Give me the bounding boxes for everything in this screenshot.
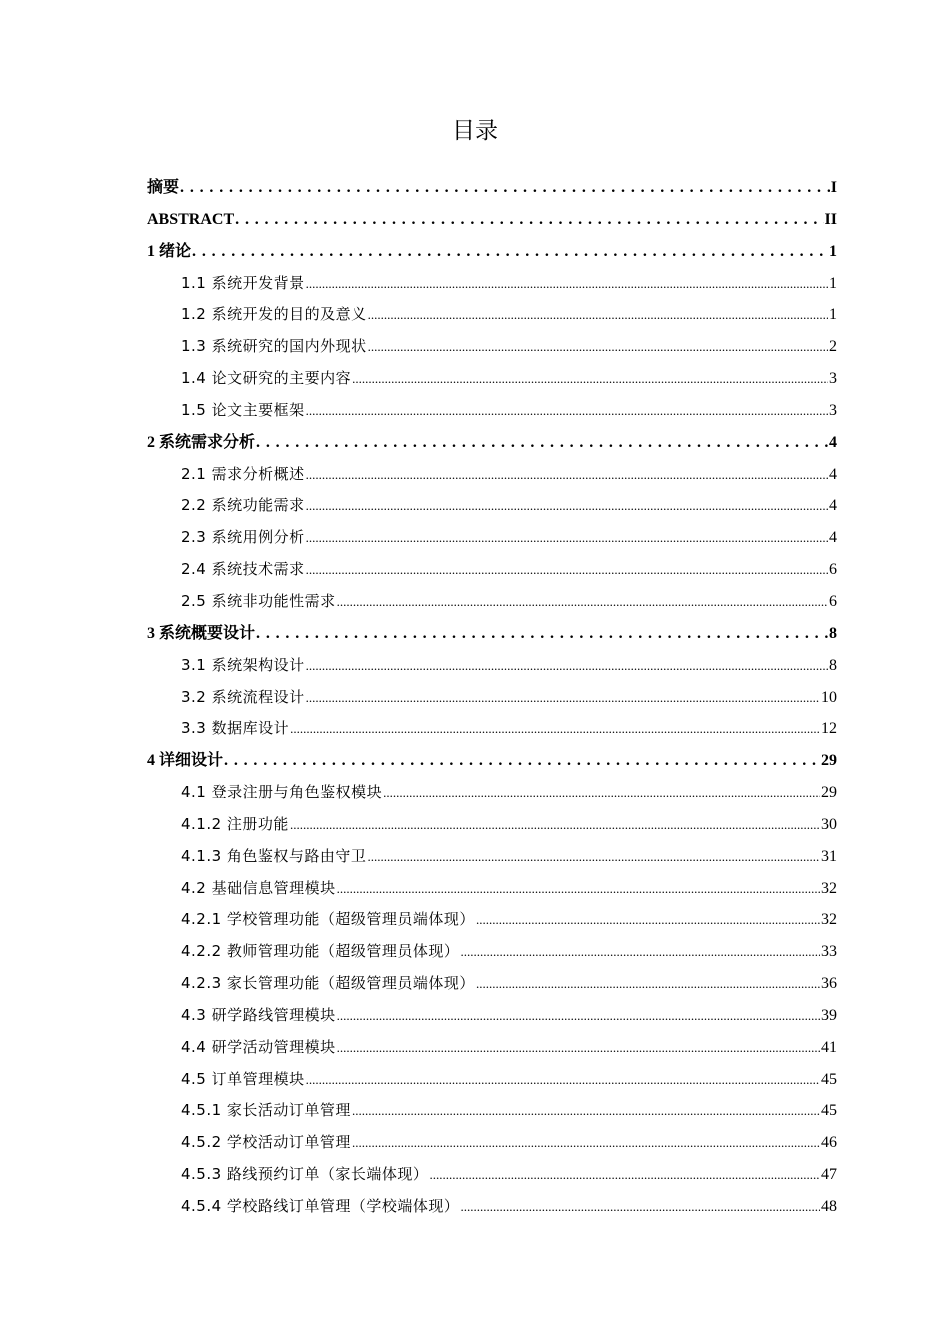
toc-entry-label: 4.5.2 学校活动订单管理 [181, 1133, 351, 1152]
toc-entry-page-number: 45 [821, 1102, 837, 1120]
toc-entry-page-number: II [824, 210, 837, 228]
toc-title: 目录 [452, 118, 498, 144]
dot-leader [460, 936, 820, 968]
dot-leader [368, 299, 828, 331]
toc-entry-page-number: 10 [821, 688, 837, 706]
toc-entry-label: 4.3 研学路线管理模块 [181, 1005, 336, 1024]
dot-leader [306, 1064, 820, 1096]
toc-entry-page-number: 4 [829, 465, 837, 483]
toc-entry-label: 4.1.2 注册功能 [181, 814, 289, 833]
dot-leader [337, 1000, 820, 1032]
toc-section-entry[interactable] [147, 904, 837, 936]
toc-section-entry[interactable] [147, 1159, 837, 1191]
dot-leader [337, 586, 828, 618]
dot-leader [192, 236, 828, 268]
toc-entry-label: 4.4 研学活动管理模块 [181, 1037, 336, 1056]
toc-entry-label: 4.2.1 学校管理功能（超级管理员端体现） [181, 910, 475, 929]
toc-entry-label: 2.3 系统用例分析 [181, 528, 305, 547]
toc-entry-label: 3.1 系统架构设计 [181, 655, 305, 674]
toc-entry-page-number: 4 [829, 497, 837, 515]
toc-entry-label: ABSTRACT [147, 210, 235, 228]
toc-entry-page-number: I [830, 179, 837, 196]
dot-leader [352, 363, 828, 395]
toc-entry-label: 4.1.3 角色鉴权与路由守卫 [181, 846, 367, 865]
toc-entry-page-number: 36 [821, 975, 837, 993]
toc-section-entry[interactable] [147, 459, 837, 491]
table-of-contents [147, 172, 837, 1223]
toc-section-entry[interactable] [147, 490, 837, 522]
toc-entry-label: 3.2 系统流程设计 [181, 687, 305, 706]
toc-section-entry[interactable] [147, 363, 837, 395]
toc-chapter-entry[interactable] [147, 745, 837, 777]
toc-entry-page-number: 29 [821, 784, 837, 802]
dot-leader [383, 777, 820, 809]
toc-section-entry[interactable] [147, 1127, 837, 1159]
dot-leader [367, 841, 820, 873]
dot-leader [235, 204, 823, 236]
dot-leader [306, 459, 828, 491]
dot-leader [306, 522, 828, 554]
toc-entry-label: 1 绪论 [147, 242, 192, 260]
toc-section-entry[interactable] [147, 968, 837, 1000]
toc-section-entry[interactable] [147, 554, 837, 586]
dot-leader [460, 1191, 820, 1223]
toc-section-entry[interactable] [147, 1064, 837, 1096]
toc-entry-page-number: 32 [821, 911, 837, 929]
toc-entry-page-number: 8 [829, 656, 837, 674]
dot-leader [352, 1095, 820, 1127]
toc-section-entry[interactable] [147, 1191, 837, 1223]
toc-section-entry[interactable] [147, 1032, 837, 1064]
toc-entry-label: 1.2 系统开发的目的及意义 [181, 305, 367, 324]
dot-leader [180, 172, 830, 204]
toc-entry-label: 1.5 论文主要框架 [181, 400, 305, 419]
toc-entry-page-number: 1 [829, 242, 837, 260]
toc-entry-page-number: 30 [821, 815, 837, 833]
toc-chapter-entry[interactable] [147, 204, 837, 236]
toc-chapter-entry[interactable] [147, 236, 837, 268]
toc-entry-label: 3.3 数据库设计 [181, 719, 290, 738]
toc-entry-page-number: 29 [821, 752, 837, 770]
toc-entry-page-number: 32 [821, 879, 837, 897]
toc-section-entry[interactable] [147, 809, 837, 841]
toc-entry-page-number: 48 [821, 1198, 837, 1215]
toc-section-entry[interactable] [147, 1000, 837, 1032]
toc-chapter-entry[interactable] [147, 618, 837, 650]
toc-entry-page-number: 2 [829, 338, 837, 356]
dot-leader [476, 904, 820, 936]
toc-entry-page-number: 45 [821, 1070, 837, 1088]
dot-leader [306, 554, 828, 586]
dot-leader [256, 618, 828, 650]
toc-section-entry[interactable] [147, 331, 837, 363]
dot-leader [429, 1159, 820, 1191]
toc-entry-label: 2.4 系统技术需求 [181, 560, 305, 579]
toc-section-entry[interactable] [147, 299, 837, 331]
toc-entry-label: 2.5 系统非功能性需求 [181, 591, 336, 610]
toc-entry-label: 2.2 系统功能需求 [181, 496, 305, 515]
toc-entry-page-number: 6 [829, 561, 837, 579]
toc-entry-label: 3 系统概要设计 [147, 624, 256, 642]
toc-entry-page-number: 4 [829, 529, 837, 547]
toc-entry-label: 4 详细设计 [147, 752, 224, 770]
toc-entry-page-number: 1 [829, 306, 837, 324]
toc-entry-page-number: 41 [821, 1038, 837, 1056]
toc-section-entry[interactable] [147, 395, 837, 427]
dot-leader [256, 427, 828, 459]
toc-entry-label: 4.2 基础信息管理模块 [181, 878, 336, 897]
dot-leader [476, 968, 820, 1000]
toc-entry-label: 2 系统需求分析 [147, 433, 256, 451]
toc-entry-label: 摘要 [147, 179, 180, 196]
toc-entry-page-number: 39 [821, 1006, 837, 1024]
toc-entry-label: 4.5.3 路线预约订单（家长端体现） [181, 1165, 429, 1184]
dot-leader [337, 1032, 820, 1064]
toc-entry-label: 4.2.3 家长管理功能（超级管理员端体现） [181, 974, 475, 993]
toc-section-entry[interactable] [147, 268, 837, 300]
dot-leader [290, 809, 820, 841]
dot-leader [306, 268, 828, 300]
toc-entry-page-number: 8 [829, 624, 837, 642]
toc-section-entry[interactable] [147, 682, 837, 714]
dot-leader [306, 395, 828, 427]
toc-section-entry[interactable] [147, 650, 837, 682]
toc-entry-label: 4.1 登录注册与角色鉴权模块 [181, 783, 383, 802]
toc-entry-label: 2.1 需求分析概述 [181, 464, 305, 483]
toc-section-entry[interactable] [147, 873, 837, 905]
toc-entry-page-number: 6 [829, 592, 837, 610]
dot-leader [352, 1127, 820, 1159]
toc-entry-label: 1.3 系统研究的国内外现状 [181, 337, 367, 356]
toc-section-entry[interactable] [147, 586, 837, 618]
toc-section-entry[interactable] [147, 841, 837, 873]
toc-entry-label: 4.5.4 学校路线订单管理（学校端体现） [181, 1197, 460, 1215]
toc-chapter-entry[interactable] [147, 172, 837, 204]
dot-leader [368, 331, 828, 363]
dot-leader [306, 682, 820, 714]
toc-entry-page-number: 12 [821, 720, 837, 738]
toc-section-entry[interactable] [147, 777, 837, 809]
toc-entry-page-number: 3 [829, 370, 837, 388]
dot-leader [290, 713, 820, 745]
toc-entry-page-number: 4 [829, 433, 837, 451]
toc-section-entry[interactable] [147, 713, 837, 745]
toc-entry-page-number: 47 [821, 1166, 837, 1184]
toc-entry-page-number: 1 [829, 274, 837, 292]
toc-section-entry[interactable] [147, 1095, 837, 1127]
toc-entry-page-number: 33 [821, 943, 837, 961]
toc-chapter-entry[interactable] [147, 427, 837, 459]
toc-entry-page-number: 31 [821, 847, 837, 865]
toc-entry-label: 4.5.1 家长活动订单管理 [181, 1101, 351, 1120]
toc-entry-label: 1.4 论文研究的主要内容 [181, 369, 352, 388]
dot-leader [337, 873, 820, 905]
dot-leader [306, 650, 828, 682]
toc-section-entry[interactable] [147, 936, 837, 968]
dot-leader [306, 490, 828, 522]
toc-entry-page-number: 46 [821, 1134, 837, 1152]
toc-entry-label: 1.1 系统开发背景 [181, 273, 305, 292]
toc-entry-page-number: 3 [829, 401, 837, 419]
toc-entry-label: 4.5 订单管理模块 [181, 1069, 305, 1088]
dot-leader [224, 745, 820, 777]
toc-section-entry[interactable] [147, 522, 837, 554]
toc-entry-label: 4.2.2 教师管理功能（超级管理员体现） [181, 942, 460, 961]
